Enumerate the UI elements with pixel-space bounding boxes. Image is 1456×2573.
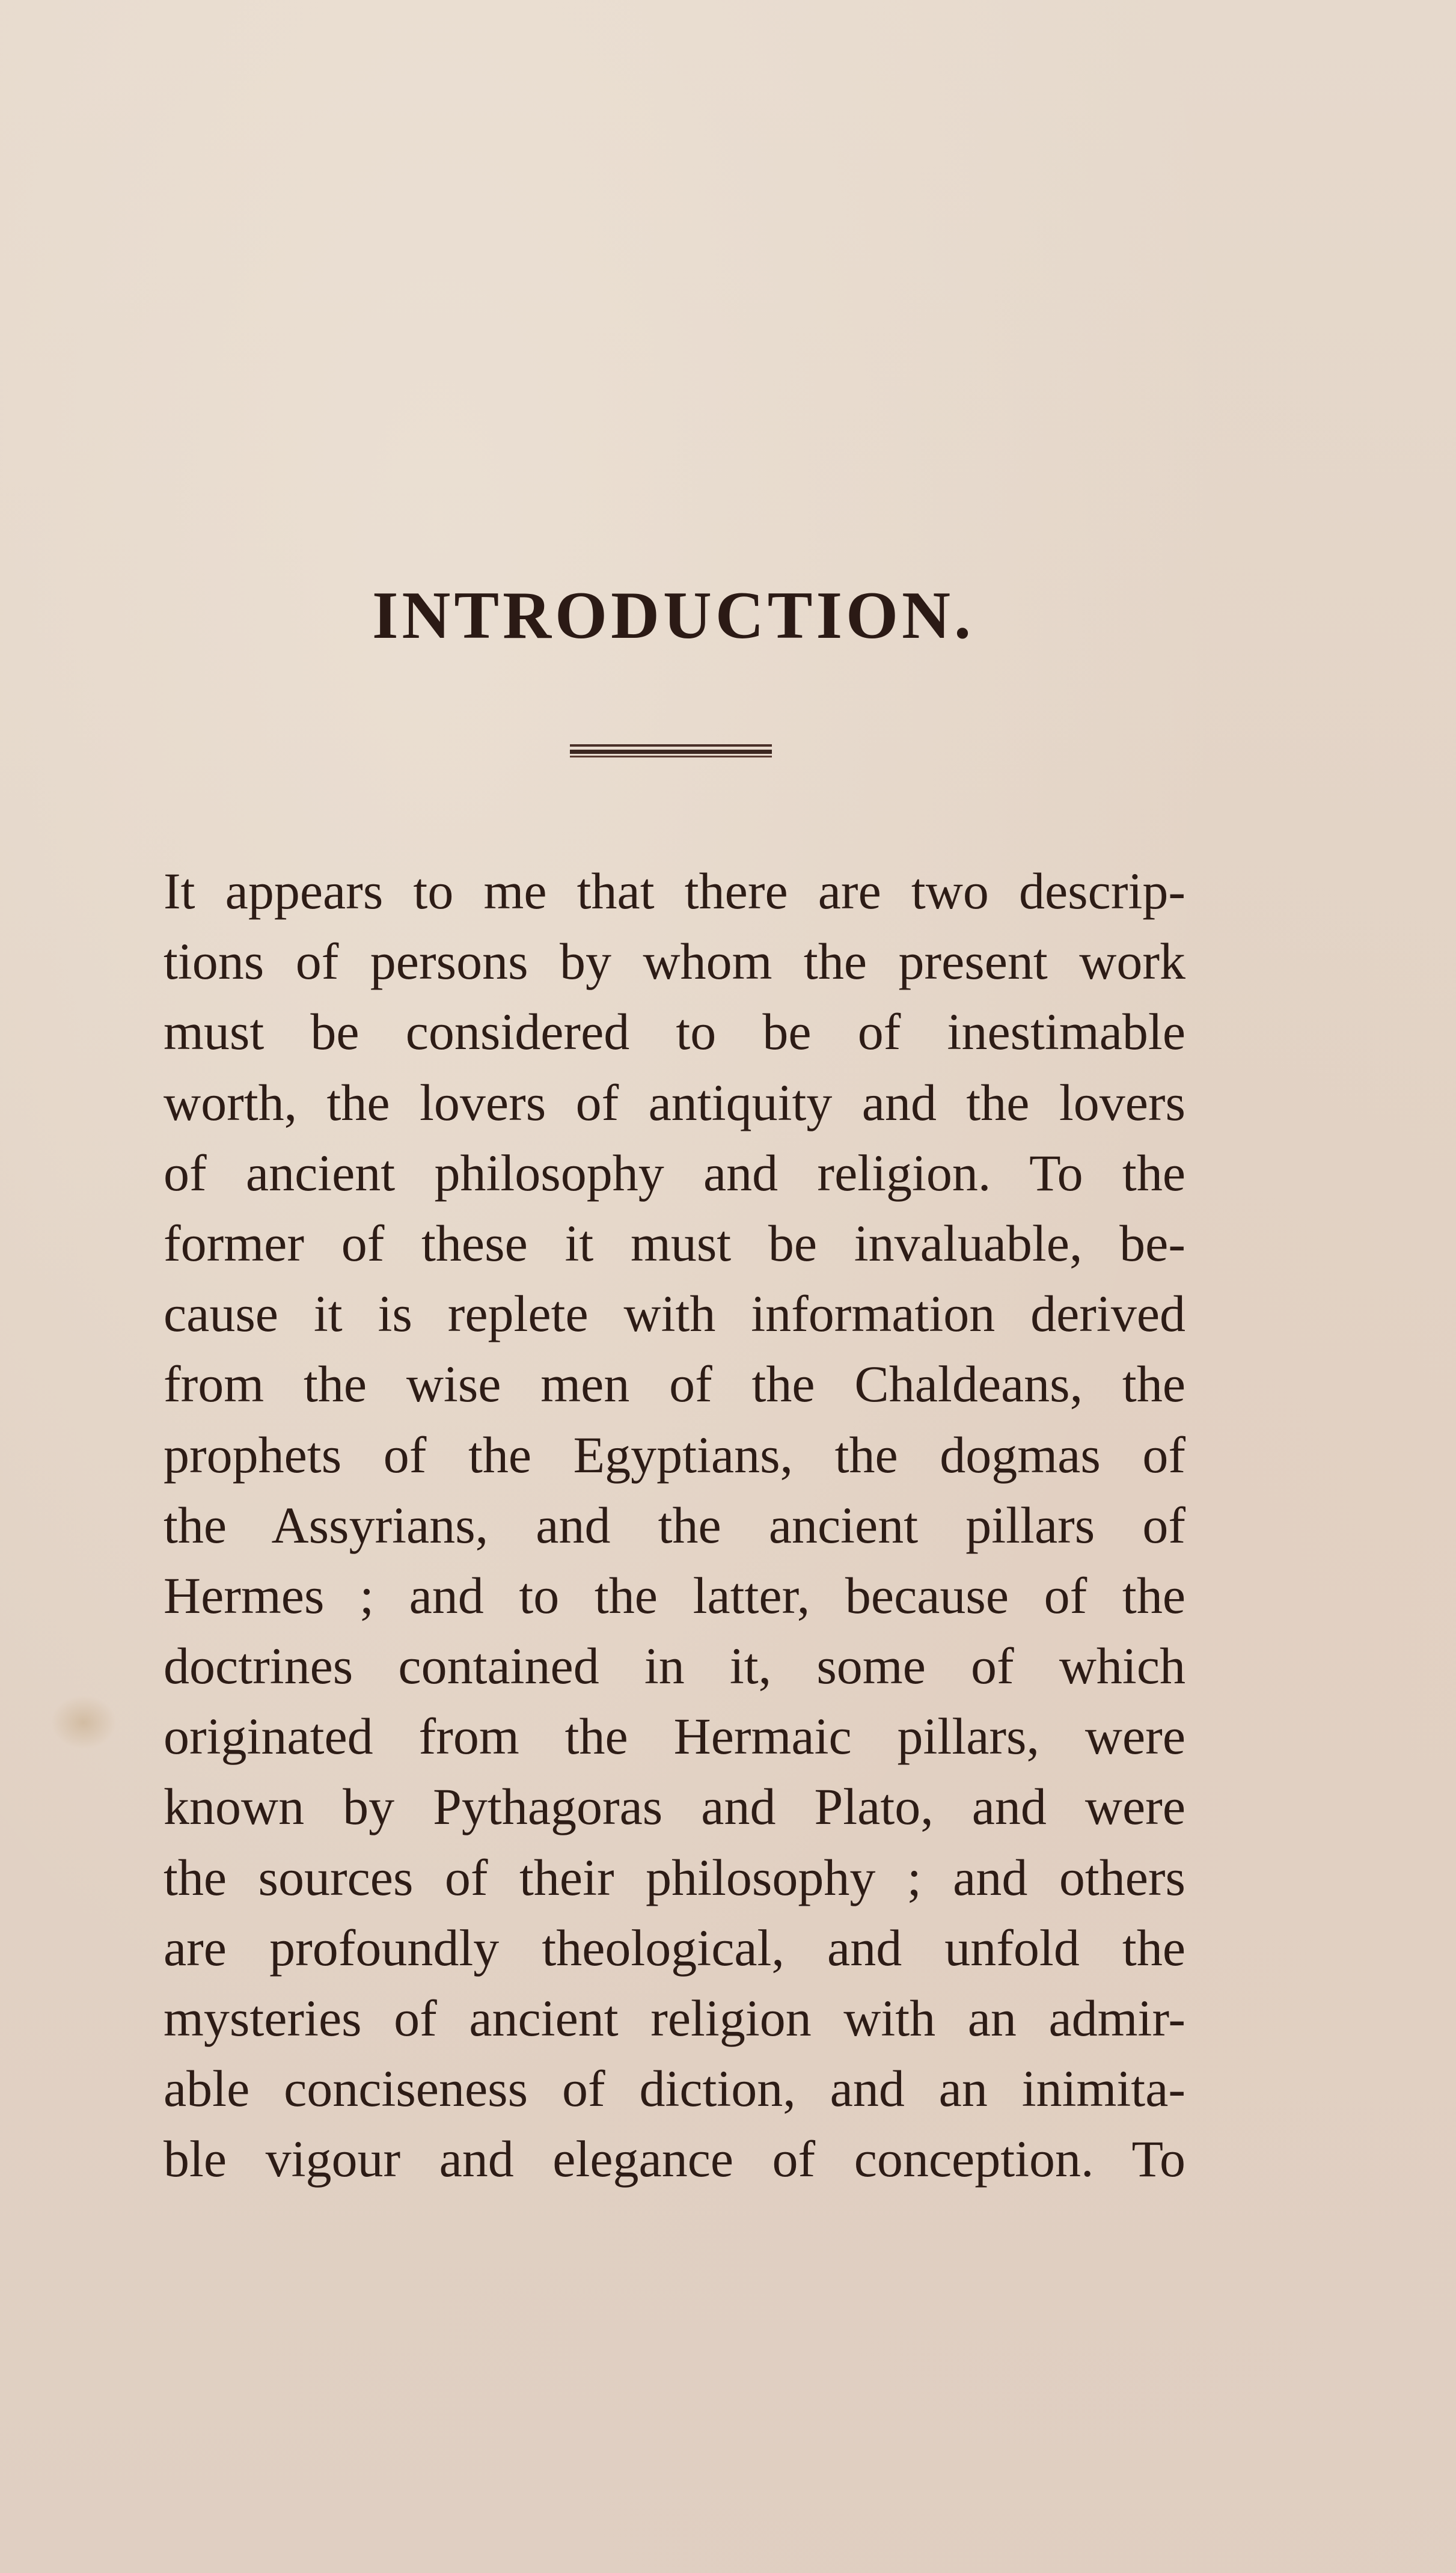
rule-line-thin-bottom xyxy=(570,756,772,757)
paper-stain xyxy=(50,1695,117,1749)
text-line: known by Pythagoras and Plato, and were xyxy=(164,1778,1185,1836)
page-title: INTRODUCTION. xyxy=(372,578,975,653)
text-line: worth, the lovers of antiquity and the lovers xyxy=(164,1073,1185,1131)
text-line: ble vigour and elegance of conception. To xyxy=(164,2130,1185,2188)
text-line: of ancient philosophy and religion. To the xyxy=(164,1143,1185,1202)
body-paragraph xyxy=(164,856,1185,2195)
text-line: former of these it must be invaluable, be- xyxy=(164,1214,1185,1272)
text-line: the Assyrians, and the ancient pillars of xyxy=(164,1496,1185,1554)
text-line: Hermes ; and to the latter, because of the xyxy=(164,1566,1185,1624)
rule-line-thin-top xyxy=(570,744,772,747)
text-line: the sources of their philosophy ; and others xyxy=(164,1848,1185,1906)
text-line: prophets of the Egyptians, the dogmas of xyxy=(164,1425,1185,1484)
text-line: must be considered to be of inestimable xyxy=(164,1003,1185,1061)
text-line: able conciseness of diction, and an inimita- xyxy=(164,2060,1185,2118)
text-line: doctrines contained in it, some of which xyxy=(164,1637,1185,1695)
text-line: from the wise men of the Chaldeans, the xyxy=(164,1355,1185,1413)
text-line: tions of persons by whom the present work xyxy=(164,932,1185,991)
ornamental-rule xyxy=(570,744,772,757)
text-line: It appears to me that there are two descrip- xyxy=(164,862,1185,920)
text-line: originated from the Hermaic pillars, were xyxy=(164,1707,1185,1766)
text-line: are profoundly theological, and unfold the xyxy=(164,1918,1185,1977)
text-line: mysteries of ancient religion with an admir- xyxy=(164,1989,1185,2047)
rule-line-thick xyxy=(570,750,772,754)
text-line: cause it is replete with information derived xyxy=(164,1285,1185,1343)
